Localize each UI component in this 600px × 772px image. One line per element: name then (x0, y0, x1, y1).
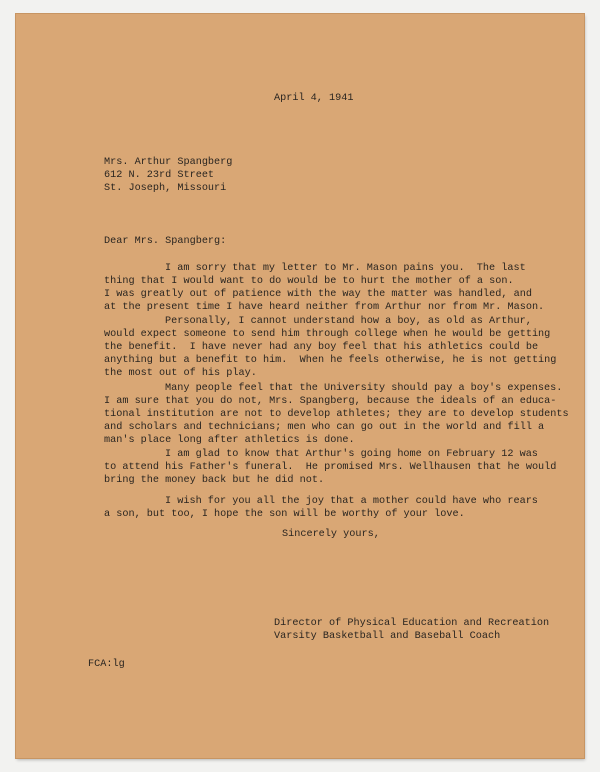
paragraph-line: at the present time I have heard neither from Arthur nor from Mr. Mason. (104, 302, 545, 313)
closing: Sincerely yours, (282, 529, 380, 540)
paragraph-line: the most out of his play. (104, 368, 257, 379)
signature-block (274, 617, 549, 643)
paragraph-line: Personally, I cannot understand how a boy, as old as Arthur, (165, 316, 532, 327)
paragraph-line: would expect someone to send him through college when he would be getting (104, 329, 551, 340)
paragraph-line: a son, but too, I hope the son will be worthy of your love. (104, 509, 465, 520)
paragraph-line: I am sorry that my letter to Mr. Mason pains you. The last (165, 263, 526, 274)
recipient-address (104, 156, 232, 195)
paragraph-5 (104, 495, 538, 521)
salutation: Dear Mrs. Spangberg: (104, 236, 227, 247)
paragraph-line: man's place long after athletics is done. (104, 435, 355, 446)
paragraph-1 (104, 262, 544, 314)
paragraph-line: I wish for you all the joy that a mother could have who rears (165, 496, 538, 507)
paragraph-line: tional institution are not to develop athletes; they are to develop students (104, 409, 569, 420)
paragraph-line: thing that I would want to do would be to hurt the mother of a son. (104, 276, 514, 287)
address-line: St. Joseph, Missouri (104, 183, 227, 194)
paragraph-4 (104, 448, 556, 487)
paragraph-line: the benefit. I have never had any boy feel that his athletics could be (104, 342, 539, 353)
reference-initials: FCA:lg (88, 659, 125, 670)
paragraph-line: I am sure that you do not, Mrs. Spangberg, because the ideals of an educa- (104, 396, 557, 407)
letter-date: April 4, 1941 (274, 93, 354, 104)
paragraph-line: bring the money back but he did not. (104, 475, 325, 486)
paragraph-line: anything but a benefit to him. When he feels otherwise, he is not getting (104, 355, 557, 366)
paragraph-line: and scholars and technicians; men who can go out in the world and fill a (104, 422, 545, 433)
address-line: 612 N. 23rd Street (104, 170, 215, 181)
signature-title: Director of Physical Education and Recreation (274, 618, 550, 629)
paragraph-line: I am glad to know that Arthur's going home on February 12 was (165, 449, 538, 460)
paragraph-3 (104, 382, 569, 447)
paragraph-2 (104, 315, 556, 380)
letter-sheet (16, 14, 584, 758)
paragraph-line: to attend his Father's funeral. He promised Mrs. Wellhausen that he would (104, 462, 557, 473)
address-line: Mrs. Arthur Spangberg (104, 157, 233, 168)
paragraph-line: I was greatly out of patience with the way the matter was handled, and (104, 289, 532, 300)
paragraph-line: Many people feel that the University should pay a boy's expenses. (165, 383, 563, 394)
signature-title: Varsity Basketball and Baseball Coach (274, 631, 501, 642)
